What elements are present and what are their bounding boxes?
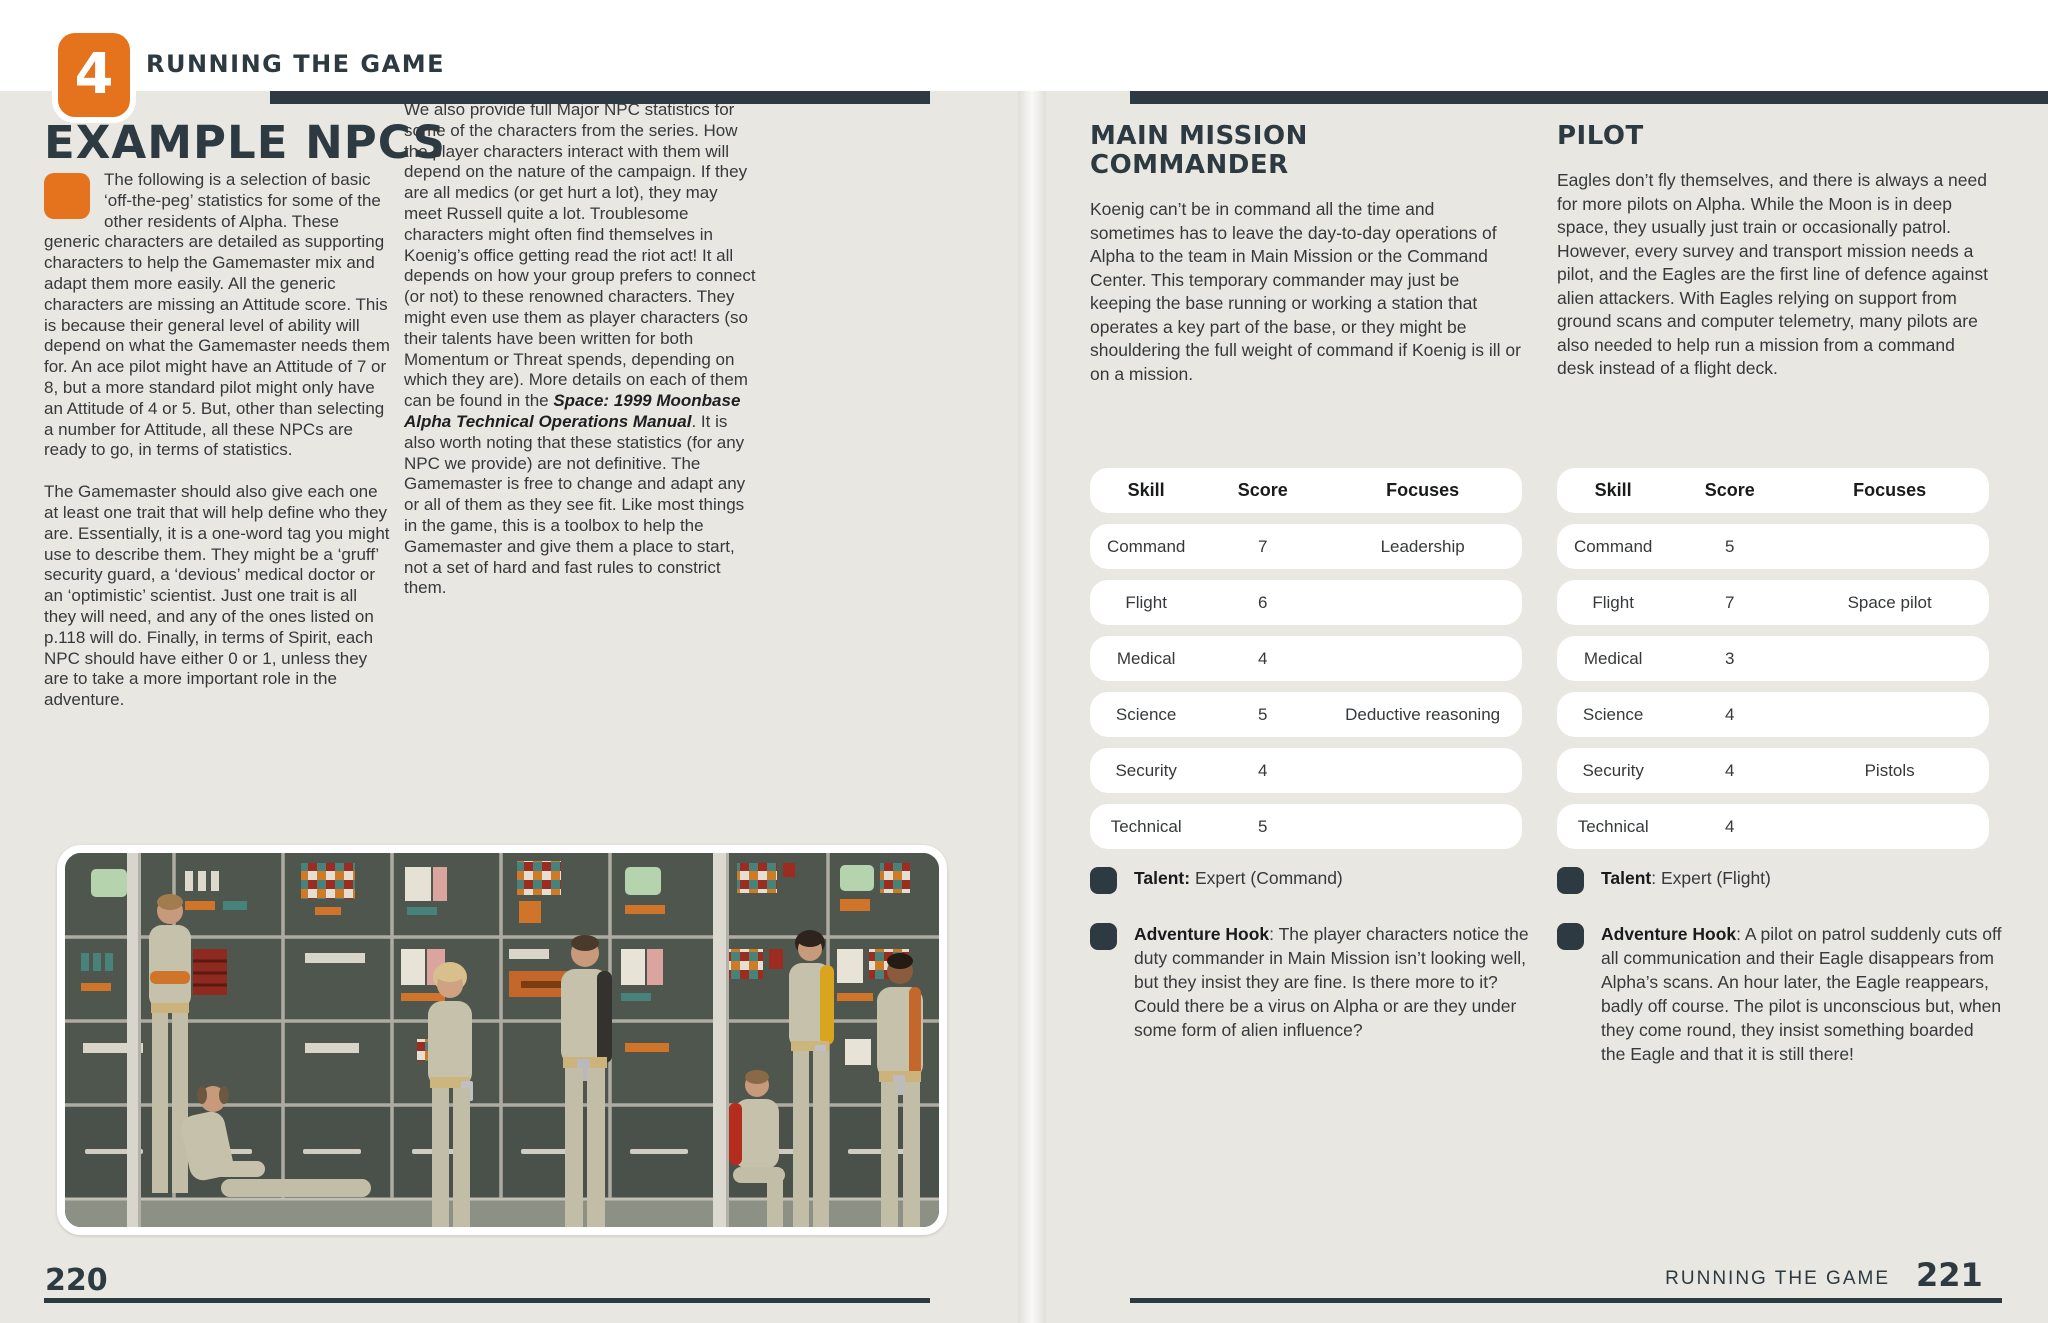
footer-running-head: RUNNING THE GAME	[1665, 1268, 1890, 1289]
body-paragraph: We also provide full Major NPC statistics for some of the characters from the series. How the player characters interact with them will depend on the nature of the campaign. If they are all medics (or get hurt a lot), they may meet Russell quite a lot. Troublesome characters might often find themselves in Koenig’s office getting read the riot act! It all depends on how your group prefers to connect (or not) to these renowned characters. They might even use them as player characters (so their talents have been written for both Momentum or Threat spends, depending on which they are). More details on each of them can be found in the Space: 1999 Moonbase Alpha Technical Operations Manual. It is also worth noting that these statistics (for any NPC we provide) are not definitive. The Gamemaster is free to change and adapt any or all of them as they see fit. Like most things in the game, this is a toolbox to help the Gamemaster and give them a place to start, not a set of hard and fast rules to constrict them.	[404, 100, 756, 598]
section-intro: Koenig can’t be in command all the time and sometimes has to leave the day-to-day operations of Alpha to the team in Main Mission or the Command Center. This temporary commander may just be keeping the base running or working a station that operates a key part of the base, or they might be shouldering the full weight of command if Koenig is ill or on a mission.	[1090, 199, 1521, 384]
col-header-skill: Skill	[1127, 480, 1165, 500]
table-header-row	[1090, 468, 1522, 513]
table-row: Security 4 Pistols	[1557, 748, 1989, 793]
section-main-mission-commander	[1090, 122, 1522, 386]
cast-photo-art	[65, 853, 939, 1227]
table-row: Science 4	[1557, 692, 1989, 737]
table-row: Flight 6	[1090, 580, 1522, 625]
table-row: Medical 4	[1090, 636, 1522, 681]
section-pilot	[1557, 122, 1989, 381]
talent-entry: Talent: Expert (Command)	[1090, 866, 1535, 894]
page-title: EXAMPLE NPCS	[44, 116, 447, 169]
talent-label: Talent:	[1134, 868, 1191, 888]
section-title: MAIN MISSION COMMANDER	[1090, 121, 1308, 181]
square-bullet-icon	[1090, 867, 1117, 894]
col-header-skill: Skill	[1594, 480, 1632, 500]
square-bullet-icon	[1557, 867, 1584, 894]
col-header-focuses: Focuses	[1853, 480, 1927, 500]
section-title: PILOT	[1557, 121, 1644, 151]
adventure-hook-entry: Adventure Hook: The player characters notice the duty commander in Main Mission isn’t looking well, but they insist they are fine. Is there more to it? Could there be a virus on Alpha or are they under some form of alien influence?	[1090, 922, 1535, 1042]
body-paragraph: The following is a selection of basic ‘off-the-peg’ statistics for some of the other residents of Alpha. These generic characters are detailed as supporting characters to help the Gamemaster mix and adapt them more easily. All the generic characters are missing an Attitude score. This is because their general level of ability will depend on what the Gamemaster needs them for. An ace pilot might have an Attitude of 7 or 8, but a more standard pilot might only have an Attitude of 4 or 5. But, other than selecting a number for Attitude, all these NPCs are ready to go, in terms of statistics.	[44, 170, 390, 460]
footer-rule-right	[1130, 1298, 2002, 1303]
chapter-title: RUNNING THE GAME	[146, 50, 445, 78]
table-row: Security 4	[1090, 748, 1522, 793]
chapter-number: 4	[74, 42, 114, 107]
book-reference: Space: 1999 Moonbase Alpha Technical Operations Manual	[404, 391, 741, 431]
page-number-left: 220	[45, 1263, 108, 1298]
skill-table-pilot	[1557, 468, 1989, 860]
body-paragraph: The Gamemaster should also give each one at least one trait that will help define who they are. Essentially, it is a one-word tag you might use to describe them. They might be a ‘gruff’ security guard, a ‘devious’ medical doctor or an ‘optimistic’ scientist. Just one trait is all they will need, and any of the ones listed on p.118 will do. Finally, in terms of Spirit, each NPC should have either 0 or 1, unless they are to take a more important role in the adventure.	[44, 482, 390, 710]
table-row: Command 5	[1557, 524, 1989, 569]
section-intro: Eagles don’t fly themselves, and there is always a need for more pilots on Alpha. While the Moon is in deep space, they usually just train or occasionally patrol. However, every survey and transport mission needs a pilot, and the Eagles are the first line of defence against alien attackers. With Eagles relying on support from ground scans and computer telemetry, many pilots are also needed to help run a mission from a command desk instead of a flight deck.	[1557, 170, 1988, 379]
talent-entry: Talent: Expert (Flight)	[1557, 866, 2002, 894]
table-row: Medical 3	[1557, 636, 1989, 681]
adventure-hook-entry: Adventure Hook: A pilot on patrol suddenly cuts off all communication and their Eagle disappears from Alpha’s scans. An hour later, the Eagle reappears, badly off course. The pilot is unconscious but, when they come round, they insist something boarded the Eagle and that it is still there!	[1557, 922, 2002, 1066]
col-header-score: Score	[1237, 480, 1288, 500]
footer-rule-left	[44, 1298, 930, 1303]
square-bullet-icon	[1557, 923, 1584, 950]
table-row: Command 7 Leadership	[1090, 524, 1522, 569]
table-row: Technical 4	[1557, 804, 1989, 849]
cast-photo	[57, 845, 947, 1235]
col-header-focuses: Focuses	[1386, 480, 1460, 500]
talent-label: Talent	[1601, 868, 1652, 888]
hook-label: Adventure Hook	[1134, 924, 1270, 944]
table-row: Flight 7 Space pilot	[1557, 580, 1989, 625]
page-number-right: 221	[1916, 1256, 1983, 1294]
left-column-1	[44, 170, 392, 711]
skill-table-commander	[1090, 468, 1522, 860]
table-row: Technical 5	[1090, 804, 1522, 849]
page-gutter	[1018, 91, 1046, 1323]
paragraph-marker-square	[44, 173, 90, 219]
table-row: Science 5 Deductive reasoning	[1090, 692, 1522, 737]
chapter-rule-right	[1130, 91, 2048, 104]
col-header-score: Score	[1704, 480, 1755, 500]
square-bullet-icon	[1090, 923, 1117, 950]
chapter-number-icon	[58, 33, 130, 117]
left-column-2	[404, 100, 756, 599]
table-header-row	[1557, 468, 1989, 513]
hook-label: Adventure Hook	[1601, 924, 1737, 944]
